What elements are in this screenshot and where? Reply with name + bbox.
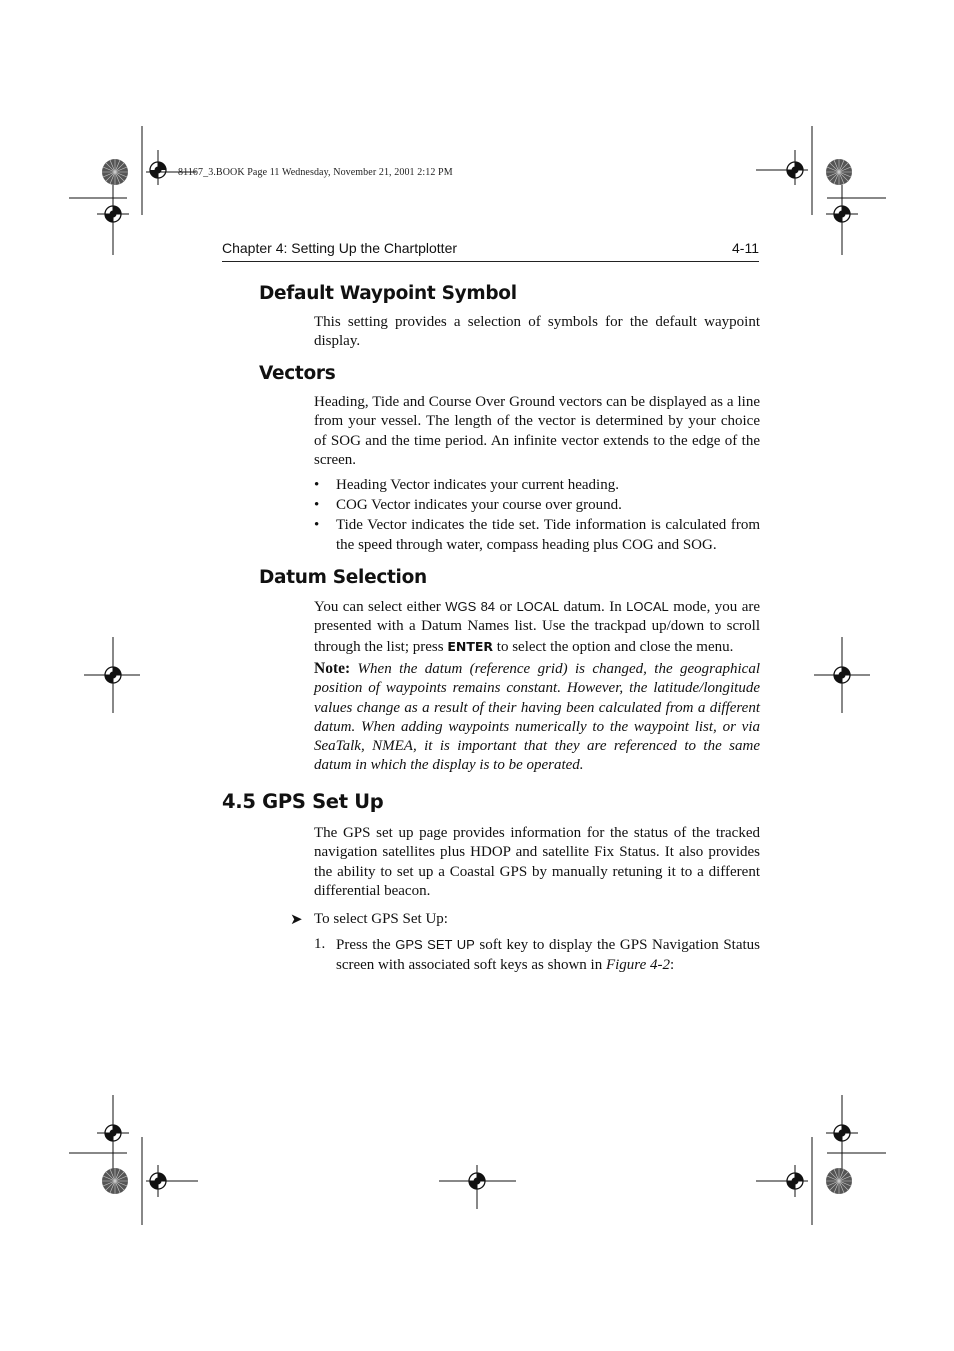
page-number: 4-11 <box>732 240 759 256</box>
key-local: LOCAL <box>626 599 669 614</box>
bullet-text: Tide Vector indicates the tide set. Tide information is calculated from the speed through water, compass heading plus COG and SOG. <box>336 517 760 553</box>
note-label: Note: <box>314 660 351 677</box>
bullet-mark: • <box>314 497 320 513</box>
datum-paragraph: You can select either WGS 84 or LOCAL datum. In LOCAL mode, you are presented with a Datum Names list. Use the trackpad up/down to scroll through the list; press ENTER to select the option and close the menu. <box>314 599 761 655</box>
bullet-mark: • <box>314 477 320 493</box>
waypoint-paragraph: This setting provides a selection of symbols for the default waypoint display. <box>314 314 760 350</box>
heading-gps-set-up: 4.5 GPS Set Up <box>222 790 384 813</box>
key-gps-set-up: GPS SET UP <box>395 937 475 952</box>
gps-paragraph: The GPS set up page provides information for the status of the tracked navigation satellites plus HDOP and satellite Fix Status. It also provides the ability to set up a Coastal GPS by manually retuning it to a different differential beacon. <box>314 825 760 899</box>
heading-datum-selection: Datum Selection <box>259 567 427 588</box>
heading-default-waypoint-symbol: Default Waypoint Symbol <box>259 283 517 304</box>
running-header <box>222 240 759 262</box>
key-local: LOCAL <box>516 599 560 614</box>
vectors-paragraph: Heading, Tide and Course Over Ground vectors can be displayed as a line from your vessel. The length of the vector is determined by your choice of SOG and the time period. An infinite vector extends to the edge of the screen. <box>314 394 760 468</box>
procedure-heading: To select GPS Set Up: <box>314 911 448 927</box>
bullet-text: COG Vector indicates your course over ground. <box>336 497 622 513</box>
step-text: Press the GPS SET UP soft key to display the GPS Navigation Status screen with associated soft keys as shown in Figure 4-2: <box>336 937 760 973</box>
bullet-text: Heading Vector indicates your current heading. <box>336 477 619 493</box>
bullet-mark: • <box>314 517 320 533</box>
chapter-title: Chapter 4: Setting Up the Chartplotter <box>222 240 458 256</box>
heading-vectors: Vectors <box>259 363 336 384</box>
print-slug-line: 81167_3.BOOK Page 11 Wednesday, November 21, 2001 2:12 PM <box>178 167 453 178</box>
datum-note: Note: When the datum (reference grid) is changed, the geographical position of waypoints remains constant. However, the latitude/longitude values change as a result of their having been calculated from a different datum. When adding waypoints numerically to the waypoint list, or via SeaTalk, NMEA, it is important that they are referenced to the same datum in which the display is to be operated. <box>314 660 760 774</box>
key-enter: ENTER <box>447 638 494 654</box>
arrow-icon: ➤ <box>290 912 303 928</box>
key-wgs84: WGS 84 <box>445 599 496 614</box>
figure-reference: Figure 4-2 <box>605 956 670 973</box>
step-number: 1. <box>314 936 326 952</box>
